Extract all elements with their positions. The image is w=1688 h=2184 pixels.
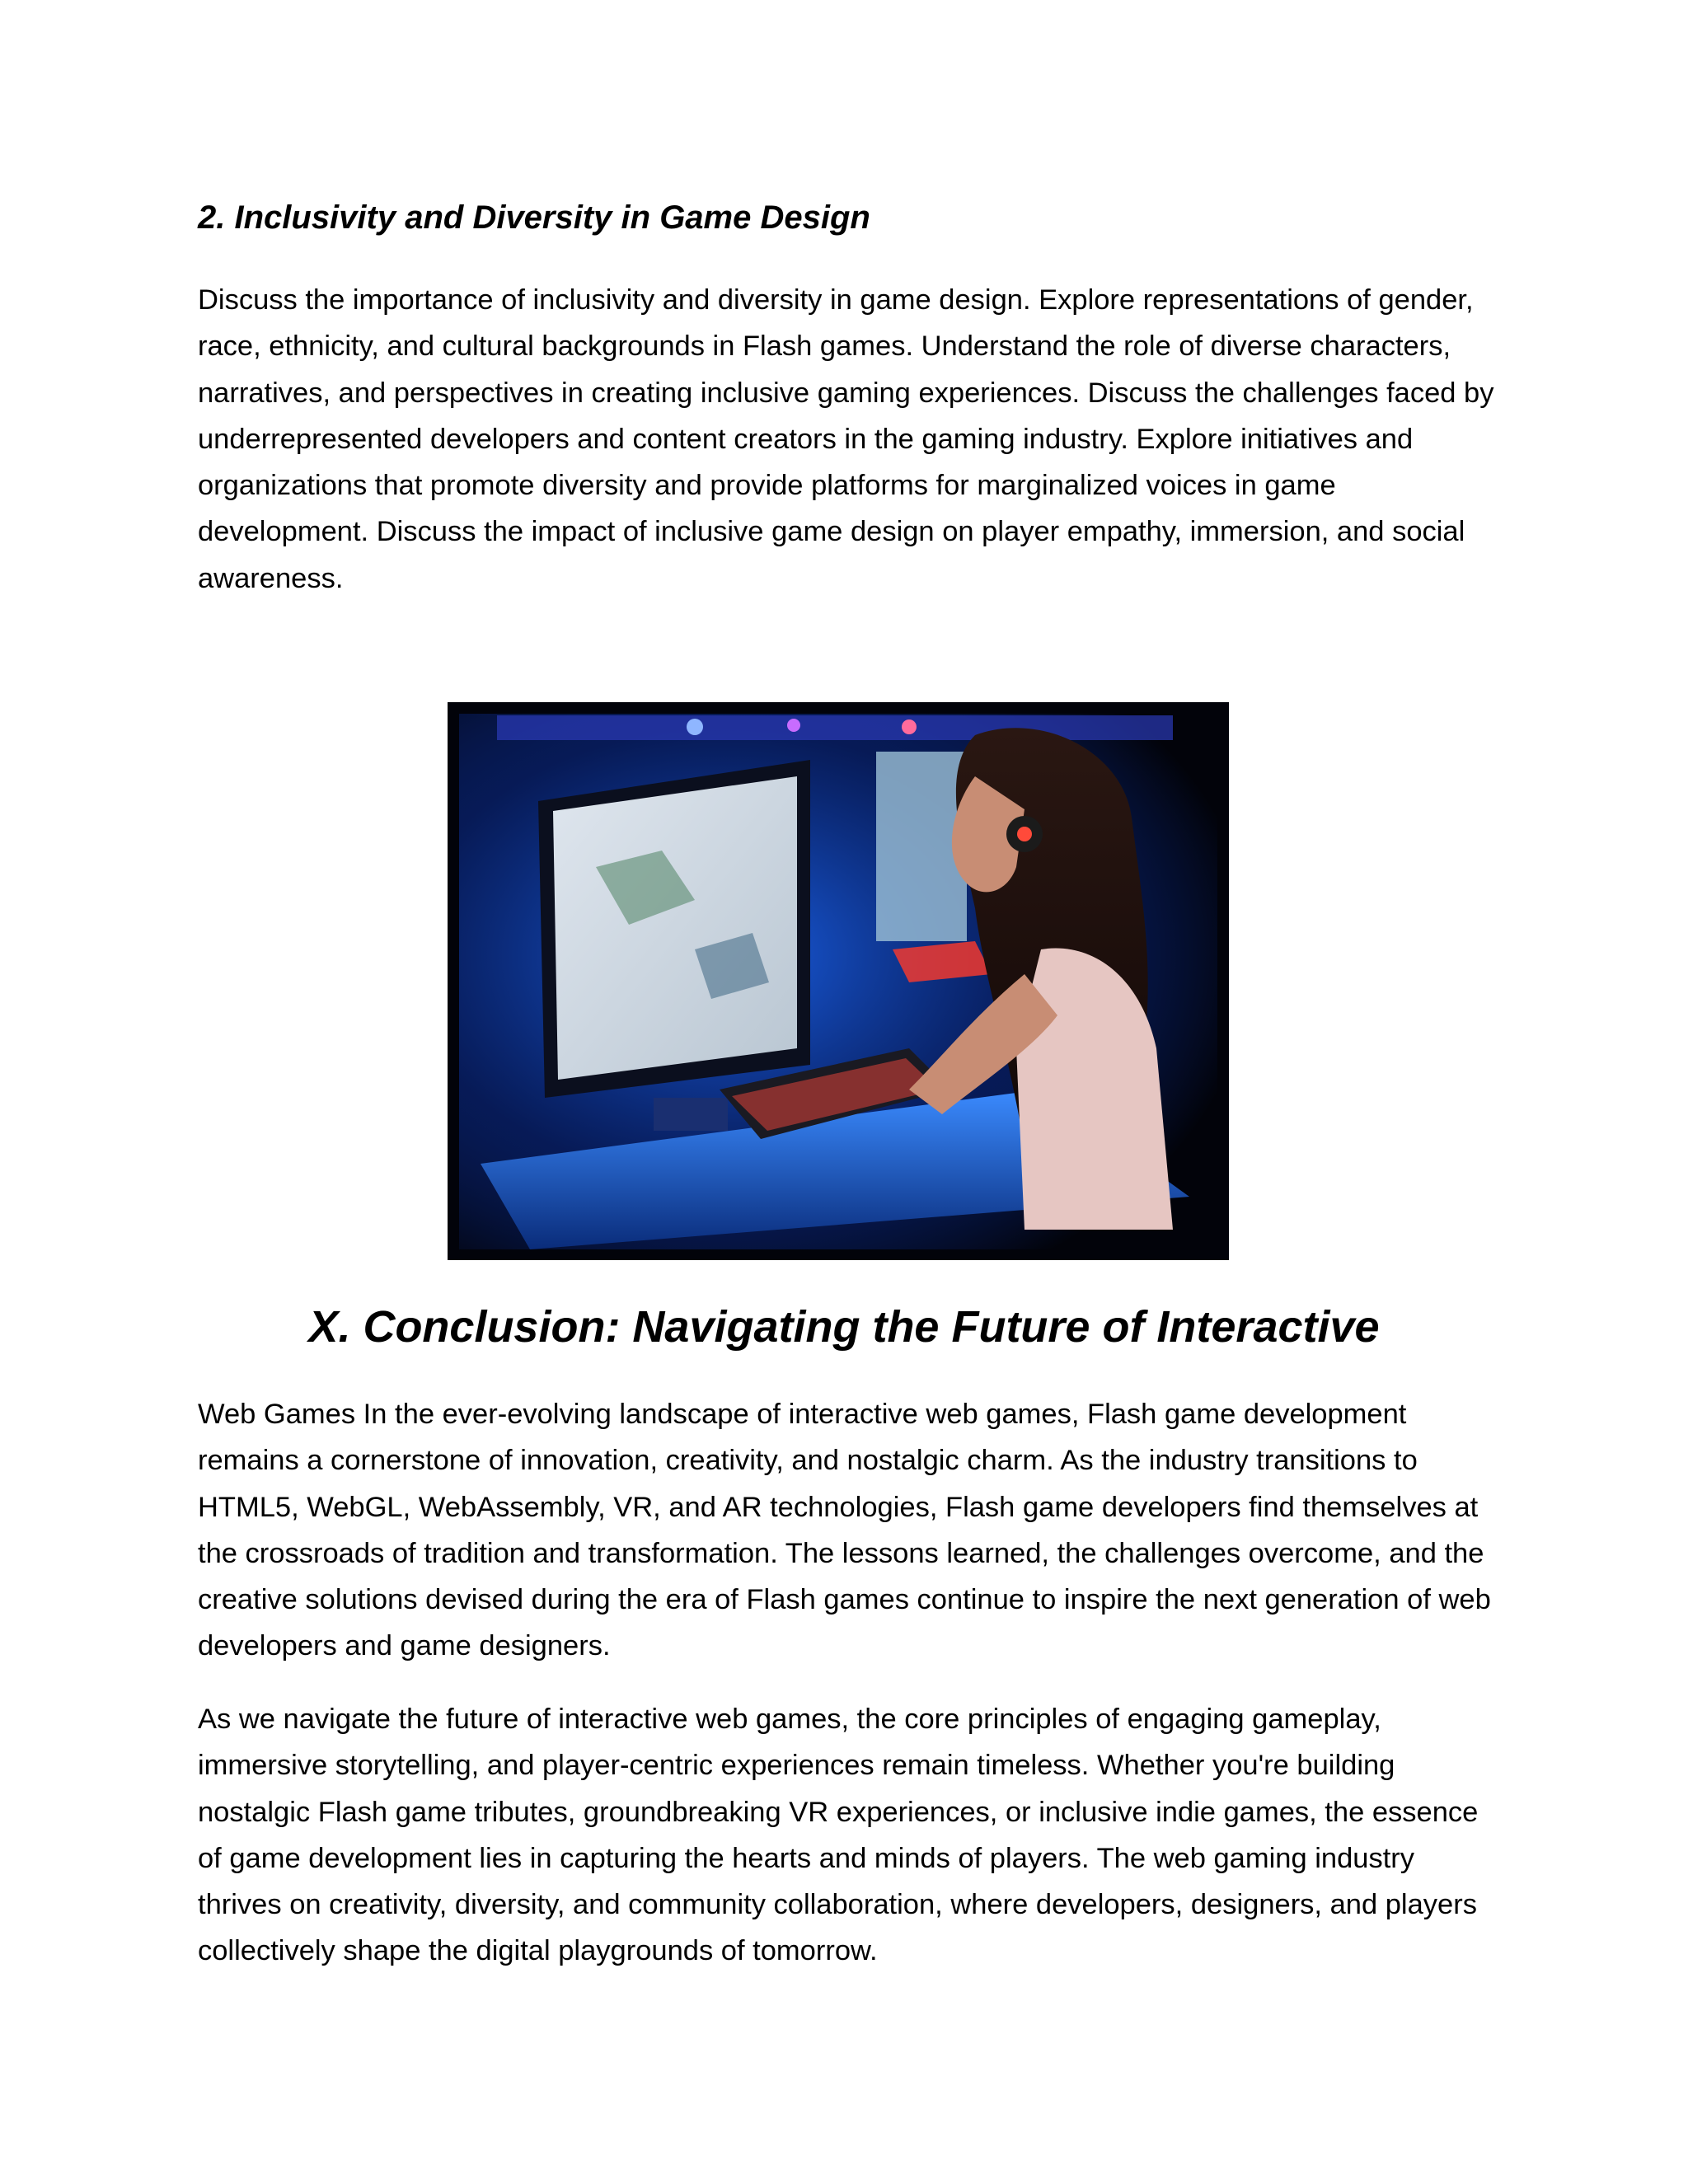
conclusion-heading: X. Conclusion: Navigating the Future of Interactive [308, 1302, 1380, 1352]
section-paragraph: Discuss the importance of inclusivity and diversity in game design. Explore representations of gender, race, ethnicity, and cultural backgrounds in Flash games. Understand the role of diverse characters, narratives, and perspectives in creating inclusive gaming experiences. Discuss the challenges faced by underrepresented developers and content creators in the gaming industry. Explore initiatives and organizations that promote diversity and provide platforms for marginalized voices in game development. Discuss the impact of inclusive game design on player empathy, immersion, and social awareness. [198, 284, 1494, 594]
conclusion-paragraph-1: Web Games In the ever-evolving landscape of interactive web games, Flash game development remains a cornerstone of innovation, creativity, and nostalgic charm. As the industry transitions to HTML5, WebGL, WebAssembly, VR, and AR technologies, Flash game developers find themselves at the crossroads of tradition and transformation. The lessons learned, the challenges overcome, and the creative solutions devised during the era of Flash games continue to inspire the next generation of web developers and game designers. [198, 1399, 1491, 1662]
conclusion-paragraph-2: As we navigate the future of interactive web games, the core principles of engaging gameplay, immersive storytelling, and player-centric experiences remain timeless. Whether you're building nostalgic Flash game tributes, groundbreaking VR experiences, or inclusive indie games, the essence of game development lies in capturing the hearts and minds of players. The web gaming industry thrives on creativity, diversity, and community collaboration, where developers, designers, and players collectively shape the digital playgrounds of tomorrow. [198, 1704, 1479, 1967]
section-subheading: 2. Inclusivity and Diversity in Game Design [198, 199, 870, 236]
gamer-photo [448, 702, 1229, 1260]
gamer-photo-illustration [448, 702, 1229, 1260]
